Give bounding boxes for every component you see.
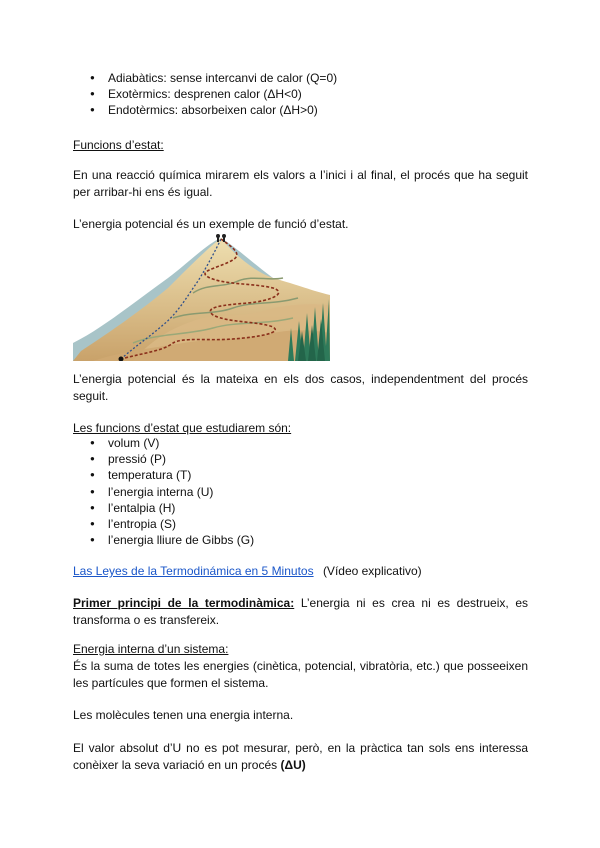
video-line xyxy=(73,563,422,580)
state-functions-heading: Funcions d’estat: xyxy=(73,138,164,152)
state-functions-paragraph: En una reacció química mirarem els valors a l’inici i al final, el procés que ha seguit per arribar-hi ens és igual. xyxy=(73,168,528,199)
video-link[interactable]: Las Leyes de la Termodinámica en 5 Minutos xyxy=(73,564,314,578)
list-item: ● l’entalpia (H) xyxy=(90,500,254,516)
list-item: ● temperatura (T) xyxy=(90,467,254,483)
internal-energy-definition: És la suma de totes les energies (cinètica, potencial, vibratòria, etc.) que posseeixen les partícules que formen el sistema. xyxy=(73,659,528,690)
process-types-list xyxy=(90,70,337,119)
state-functions-conclusion: L’energia potencial és la mateixa en els dos casos, independentment del procés seguit. xyxy=(73,372,528,403)
list-item: ● l’energia interna (U) xyxy=(90,484,254,500)
internal-energy-statement: Les molècules tenen una energia interna. xyxy=(73,708,294,722)
list-item: ● l’energia lliure de Gibbs (G) xyxy=(90,532,254,548)
list-item: ● volum (V) xyxy=(90,435,254,451)
list-item: ● Adiabàtics: sense intercanvi de calor (Q=0) xyxy=(90,70,337,86)
studied-functions-list xyxy=(90,435,254,548)
state-functions-example: L’energia potencial és un exemple de funció d’estat. xyxy=(73,217,349,231)
list-item: ● Exotèrmics: desprenen calor (ΔH<0) xyxy=(90,86,337,102)
list-item: ● pressió (P) xyxy=(90,451,254,467)
mountain-paths-illustration xyxy=(73,233,330,361)
studied-functions-heading: Les funcions d’estat que estudiarem són: xyxy=(73,421,292,435)
list-item: ● l’entropia (S) xyxy=(90,516,254,532)
first-principle-label: Primer principi de la termodinàmica: xyxy=(73,596,295,610)
first-principle-text: L’energia ni es crea ni es destrueix, es transforma o es transfereix. xyxy=(73,596,529,627)
internal-energy-heading: Energia interna d’un sistema: xyxy=(73,642,229,656)
list-item: ● Endotèrmics: absorbeixen calor (ΔH>0) xyxy=(90,102,337,118)
internal-energy-measurement xyxy=(73,740,528,774)
measurement-text: El valor absolut d’U no es pot mesurar, però, en la pràctica tan sols ens interessa conèixer la seva variació en un procés xyxy=(73,741,528,772)
first-principle-paragraph xyxy=(73,595,528,629)
video-note: (Vídeo explicativo) xyxy=(322,564,422,578)
delta-u-symbol: (ΔU) xyxy=(280,758,306,772)
